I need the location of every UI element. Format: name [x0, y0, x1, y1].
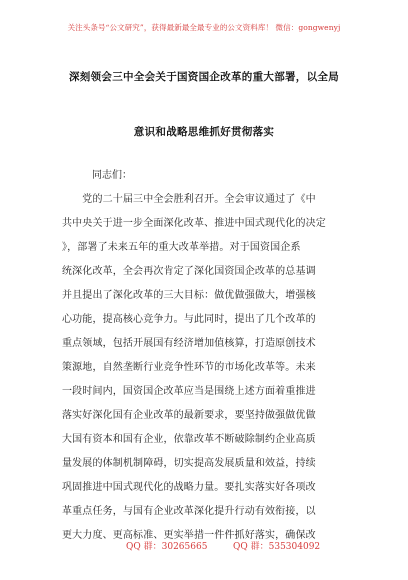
body-line: 革重点任务，与国有企业改革深化提升行动有效衔接，以: [62, 506, 316, 517]
body-line: 一段时间内，国资国企改革应当是围绕上述方面着重推进: [62, 386, 316, 397]
body-line: 心功能，提高核心竞争力。与此同时，提出了几个改革的: [62, 314, 316, 325]
body-line: 共中央关于进一步全面深化改革、推进中国式现代化的决定: [62, 218, 326, 229]
body-line: 统深化改革，全会再次肯定了深化国资国企改革的总基调: [62, 266, 316, 277]
body-line: 大国有资本和国有企业，依靠改革不断破除制约企业高质: [62, 434, 316, 445]
greeting: 同志们：: [92, 170, 132, 181]
body-line: 巩固推进中国式现代化的战略力量。要扎实落实好各项改: [62, 482, 316, 493]
body-line: 重点领域，包括开展国有经济增加值核算，打造原创技术: [62, 338, 316, 349]
footer-qq-group-2: QQ 群：535304092: [233, 542, 321, 552]
header-banner: 关注头条号“公文研究”，获得最新最全最专业的公文资料库！ 微信：gongwenyj: [67, 23, 341, 32]
body-line: 党的二十届三中全会胜利召开。全会审议通过了《中: [62, 194, 316, 205]
document-title-line-2: 意识和战略思维抓好贯彻落实: [133, 126, 275, 138]
body-line: 策源地，自然垄断行业竞争性环节的市场化改革等。未来: [62, 362, 316, 373]
body-line: 落实好深化国有企业改革的最新要求，要坚持做强做优做: [62, 410, 316, 421]
footer-qq-group-1: QQ 群：30265665: [126, 542, 208, 552]
body-line: 量发展的体制机制障碍，切实提高发展质量和效益，持续: [62, 458, 316, 469]
document-title-line-1: 深刻领会三中全会关于国资国企改革的重大部署，以全局: [69, 71, 339, 83]
body-line: 》，部署了未来五年的重大改革举措。对于国资国企系: [62, 242, 301, 253]
body-line: 更大力度、更高标准、更实举措一件件抓好落实，确保改: [62, 530, 316, 541]
body-line: 并且提出了深化改革的三大目标：做优做强做大，增强核: [62, 290, 316, 301]
